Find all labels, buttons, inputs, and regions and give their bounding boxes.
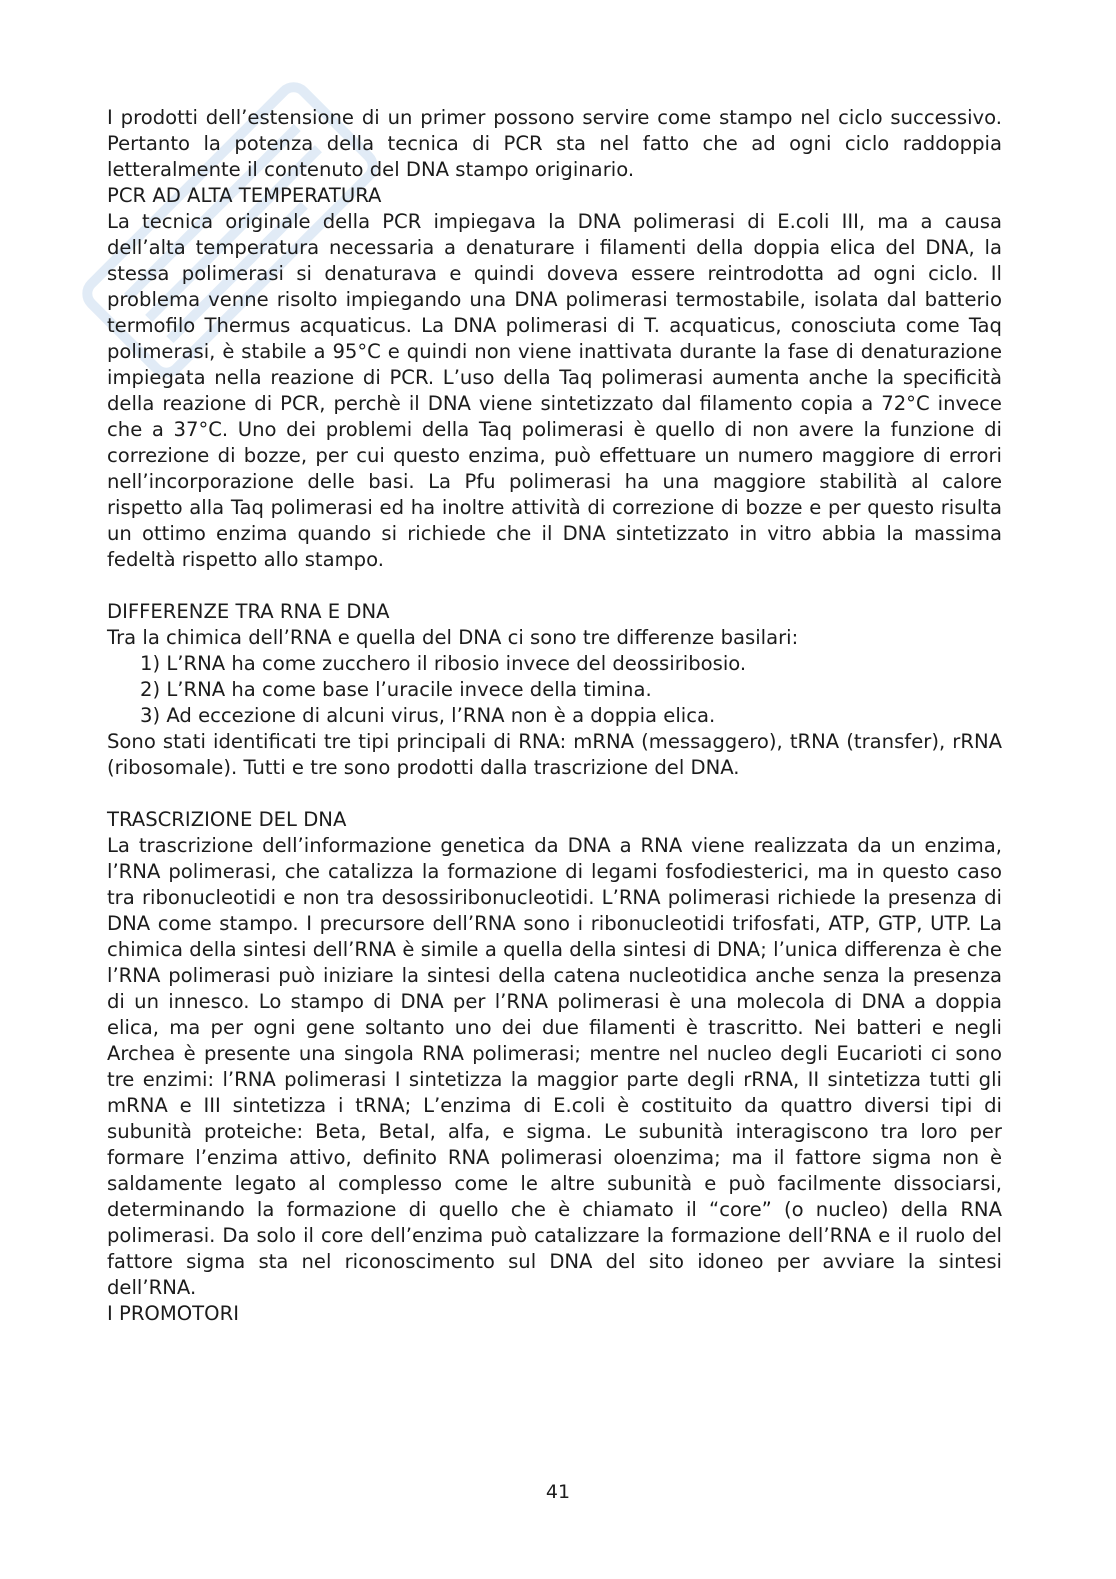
diff-paragraph: Sono stati identificati tre tipi principali di RNA: mRNA (messaggero), tRNA (transfer), rRNA (ribosomale). Tutti e tre sono prodotti dalla trascrizione del DNA. bbox=[107, 730, 1002, 779]
list-item: 3) Ad eccezione di alcuni virus, l’RNA non è a doppia elica. bbox=[140, 704, 716, 727]
spacer bbox=[107, 573, 1002, 599]
intro-paragraph: I prodotti dell’estensione di un primer possono servire come stampo nel ciclo successivo. Pertanto la potenza della tecnica di PCR sta nel fatto che ad ogni ciclo raddoppia letteralmente il contenuto del DNA stampo originario. bbox=[107, 106, 1002, 181]
pcr-paragraph: La tecnica originale della PCR impiegava la DNA polimerasi di E.coli III, ma a causa dell’alta temperatura necessaria a denaturare i filamenti della doppia elica del DNA, la stessa polimerasi si denaturava e quindi doveva essere reintrodotta ad ogni ciclo. Il problema venne risolto impiegando una DNA polimerasi termostabile, isolata dal batterio termofilo Thermus acquaticus. La DNA polimerasi di T. acquaticus, conosciuta come Taq polimerasi, è stabile a 95°C e quindi non viene inattivata durante la fase di denaturazione impiegata nella reazione di PCR. L’uso della Taq polimerasi aumenta anche la specificità della reazione di PCR, perchè il DNA viene sintetizzato dal filamento copia a 72°C invece che a 37°C. Uno dei problemi della Taq polimerasi è quello di non avere la funzione di correzione di bozze, per cui questo enzima, può effettuare un numero maggiore di errori nell’incorporazione delle basi. La Pfu polimerasi ha una maggiore stabilità al calore rispetto alla Taq polimerasi ed ha inoltre attività di correzione di bozze e per questo risulta un ottimo enzima quando si richiede che il DNA sintetizzato in vitro abbia la massima fedeltà rispetto allo stampo. bbox=[107, 210, 1002, 571]
trans-paragraph: La trascrizione dell’informazione genetica da DNA a RNA viene realizzata da un enzima, l’RNA polimerasi, che catalizza la formazione di legami fosfodiesterici, ma in questo caso tra ribonucleotidi e non tra desossiribonucleotidi. L’RNA polimerasi richiede la presenza di DNA come stampo. I precursore dell’RNA sono i ribonucleotidi trifosfati, ATP, GTP, UTP. La chimica della sintesi dell’RNA è simile a quella della sintesi di DNA; l’unica differenza è che l’RNA polimerasi può iniziare la sintesi della catena nucleotidica anche senza la presenza di un innesco. Lo stampo di DNA per l’RNA polimerasi è una molecola di DNA a doppia elica, ma per ogni gene soltanto uno dei due filamenti è trascritto. Nei batteri e negli Archea è presente una singola RNA polimerasi; mentre nel nucleo degli Eucarioti ci sono tre enzimi: l’RNA polimerasi I sintetizza la maggior parte degli rRNA, II sintetizza tutti gli mRNA e III sintetizza i tRNA; L’enzima di E.coli è costituito da quattro diversi tipi di subunità proteiche: Beta, BetaI, alfa, e sigma. Le subunità interagiscono tra loro per formare l’enzima attivo, definito RNA polimerasi oloenzima; ma il fattore sigma non è saldamente legato al complesso come le altre subunità e può facilmente dissociarsi, determinando la formazione di quello che è chiamato il “core” (o nucleo) della RNA polimerasi. Da solo il core dell’enzima può catalizzare la formazione dell’RNA e il ruolo del fattore sigma sta nel riconoscimento sul DNA del sito idoneo per avviare la sintesi dell’RNA. bbox=[107, 834, 1002, 1299]
trans-heading: TRASCRIZIONE DEL DNA bbox=[107, 808, 347, 831]
diff-heading: DIFFERENZE TRA RNA E DNA bbox=[107, 600, 390, 623]
list-item: 1) L’RNA ha come zucchero il ribosio invece del deossiribosio. bbox=[140, 652, 747, 675]
list-item: 2) L’RNA ha come base l’uracile invece della timina. bbox=[140, 678, 652, 701]
promo-heading: I PROMOTORI bbox=[107, 1302, 239, 1325]
pcr-heading: PCR AD ALTA TEMPERATURA bbox=[107, 184, 382, 207]
spacer bbox=[107, 781, 1002, 807]
diff-intro: Tra la chimica dell’RNA e quella del DNA ci sono tre differenze basilari: bbox=[107, 626, 799, 649]
page-number: 41 bbox=[545, 1481, 571, 1503]
document-page bbox=[107, 105, 1002, 1327]
